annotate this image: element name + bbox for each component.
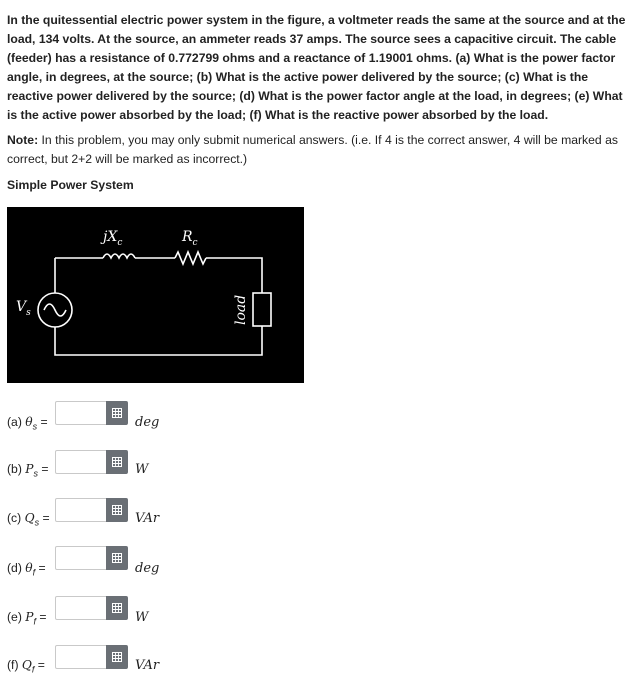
answer-row-e <box>0 596 300 626</box>
load-label: load <box>233 294 249 325</box>
note-text <box>7 131 631 169</box>
answer-row-b <box>0 450 300 480</box>
answer-row-d <box>0 546 300 576</box>
inductor-coil <box>103 254 135 258</box>
keypad-button-f[interactable] <box>106 645 128 669</box>
keypad-button-b[interactable] <box>106 450 128 474</box>
reactance-label: $jX_c$ <box>103 229 123 248</box>
source-label: $V_s$ <box>16 299 31 318</box>
answer-label-d: (d) $\theta_f$ = <box>7 561 46 578</box>
unit-f: VAr <box>135 658 160 673</box>
answer-row-c <box>0 498 300 528</box>
answer-row-f <box>0 645 300 675</box>
keypad-icon <box>112 505 122 515</box>
ac-source-wave <box>44 304 66 316</box>
resistance-label: $R_c$ <box>182 229 198 248</box>
answer-label-f: (f) $Q_f$ = <box>7 658 45 675</box>
note-label: Note: <box>7 133 39 147</box>
answer-label-e: (e) $P_f$ = <box>7 610 47 627</box>
circuit-svg <box>7 207 304 383</box>
answer-label-b: (b) $P_s$ = <box>7 462 49 479</box>
keypad-button-c[interactable] <box>106 498 128 522</box>
unit-a: deg <box>135 415 160 430</box>
circuit-diagram <box>7 207 304 383</box>
wire-top-right <box>206 258 262 293</box>
note-body: In this problem, you may only submit numerical answers. (i.e. If 4 is the correct answer, 4 will be marked as correct, but 2+2 will be marked as incorrect.) <box>7 133 618 166</box>
keypad-icon <box>112 553 122 563</box>
keypad-icon <box>112 603 122 613</box>
unit-e: W <box>135 610 149 625</box>
section-title: Simple Power System <box>7 178 134 192</box>
unit-d: deg <box>135 561 160 576</box>
wire-left-bottom <box>55 326 262 355</box>
load-box <box>253 293 271 326</box>
resistor-zigzag <box>175 252 206 264</box>
keypad-icon <box>112 652 122 662</box>
keypad-button-d[interactable] <box>106 546 128 570</box>
answer-row-a <box>0 401 300 431</box>
keypad-button-a[interactable] <box>106 401 128 425</box>
keypad-button-e[interactable] <box>106 596 128 620</box>
keypad-icon <box>112 457 122 467</box>
answer-label-c: (c) $Q_s$ = <box>7 511 50 528</box>
keypad-icon <box>112 408 122 418</box>
answer-label-a: (a) $\theta_s$ = <box>7 415 48 432</box>
unit-b: W <box>135 462 149 477</box>
unit-c: VAr <box>135 511 160 526</box>
problem-text: In the quitessential electric power system in the figure, a voltmeter reads the same at the source and at the load, 134 volts. At the source, an ammeter reads 37 amps. The source sees a capacitive circuit. The cable (feeder) has a resistance of 0.772799 ohms and a reactance of 1.19001 ohms. (a) What is the power factor angle, in degrees, at the source; (b) What is the active power delivered by the source; (c) What is the reactive power delivered by the source; (d) What is the power factor angle at the load, in degrees; (e) What is the active power absorbed by the load; (f) What is the reactive power absorbed by the load. <box>7 13 626 122</box>
